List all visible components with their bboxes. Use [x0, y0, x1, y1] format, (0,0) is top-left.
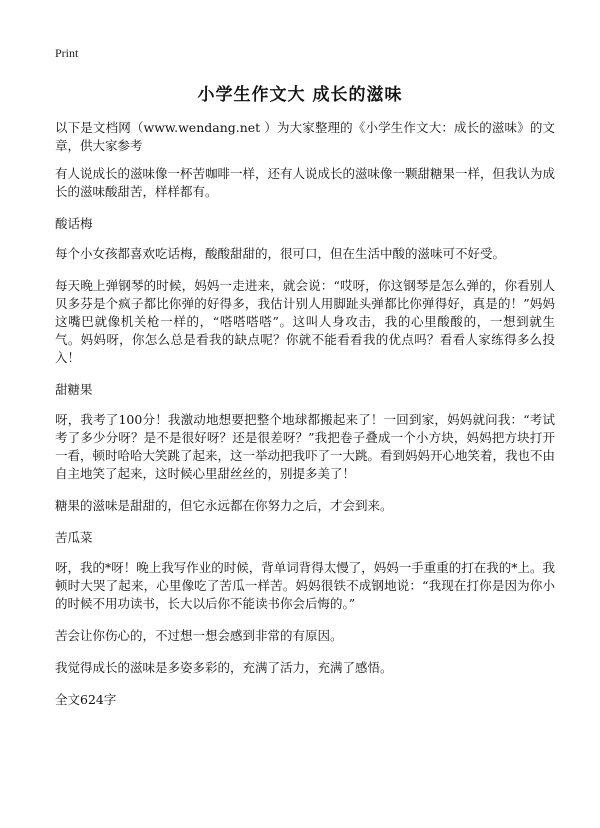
section-heading-sour: 酸话梅: [55, 216, 93, 231]
section-heading-bitter: 苦瓜菜: [55, 530, 93, 545]
print-label: Print: [55, 46, 79, 60]
word-count: 全文624字: [55, 692, 117, 707]
sweet-paragraph-1: 呀，我考了100分！我激动地想要把整个地球都搬起来了！一回到家，妈妈就问我：“考试考了多少分呀？是不是很好呀？还是很差呀？”我把卷子叠成一个小方块，妈妈把方块打开一看，顿时哈哈大笑跳了起来，这一举动把我吓了一大跳。看到妈妈开心地笑着，我也不由自主地笑了起来，这时候心里甜丝丝的，别提多美了！: [55, 412, 556, 481]
sour-paragraph-1: 每个小女孩都喜欢吃话梅，酸酸甜甜的，很可口，但在生活中酸的滋味可不好受。: [55, 246, 506, 261]
sweet-paragraph-2: 糖果的滋味是甜甜的，但它永远都在你努力之后，才会到来。: [55, 498, 393, 513]
section-heading-sweet: 甜糖果: [55, 382, 93, 397]
page-title: 小学生作文大 成长的滋味: [197, 85, 403, 105]
sour-paragraph-2: 每天晚上弹钢琴的时候，妈妈一走进来，就会说：“哎呀，你这钢琴是怎么弹的，你看别人贝多芬是个疯子都比你弹的好得多，我估计别人用脚趾头弹都比你弹得好，真是的！”妈妈这嘴巴就像机关枪一样的，“嗒嗒嗒嗒”。这叫人身攻击，我的心里酸酸的，一想到就生气。妈妈呀，你怎么总是看我的缺点呢？你就不能看看我的优点吗？看看人家练得多么投入！: [55, 278, 555, 365]
article-body: [55, 119, 555, 723]
bitter-paragraph-2: 苦会让你伤心的，不过想一想会感到非常的有原因。: [55, 628, 343, 643]
bitter-paragraph-1: 呀，我的*呀！晚上我写作业的时候，背单词背得太慢了，妈妈一手重重的打在我的*上。我顿时大哭了起来，心里像吃了苦瓜一样苦。妈妈很铁不成钢地说：“我现在打你是因为你小的时候不用功读书，长大以后你不能读书你会后悔的。”: [55, 560, 556, 611]
opening-paragraph: 有人说成长的滋味像一杯苦咖啡一样，还有人说成长的滋味像一颗甜糖果一样，但我认为成长的滋味酸甜苦，样样都有。: [55, 166, 556, 199]
conclusion-paragraph: 我觉得成长的滋味是多姿多彩的，充满了活力，充满了感悟。: [55, 660, 393, 675]
intro-paragraph: 以下是文档网（www.wendang.net ）为大家整理的《小学生作文大：成长的滋味》的文章，供大家参考: [55, 120, 555, 153]
